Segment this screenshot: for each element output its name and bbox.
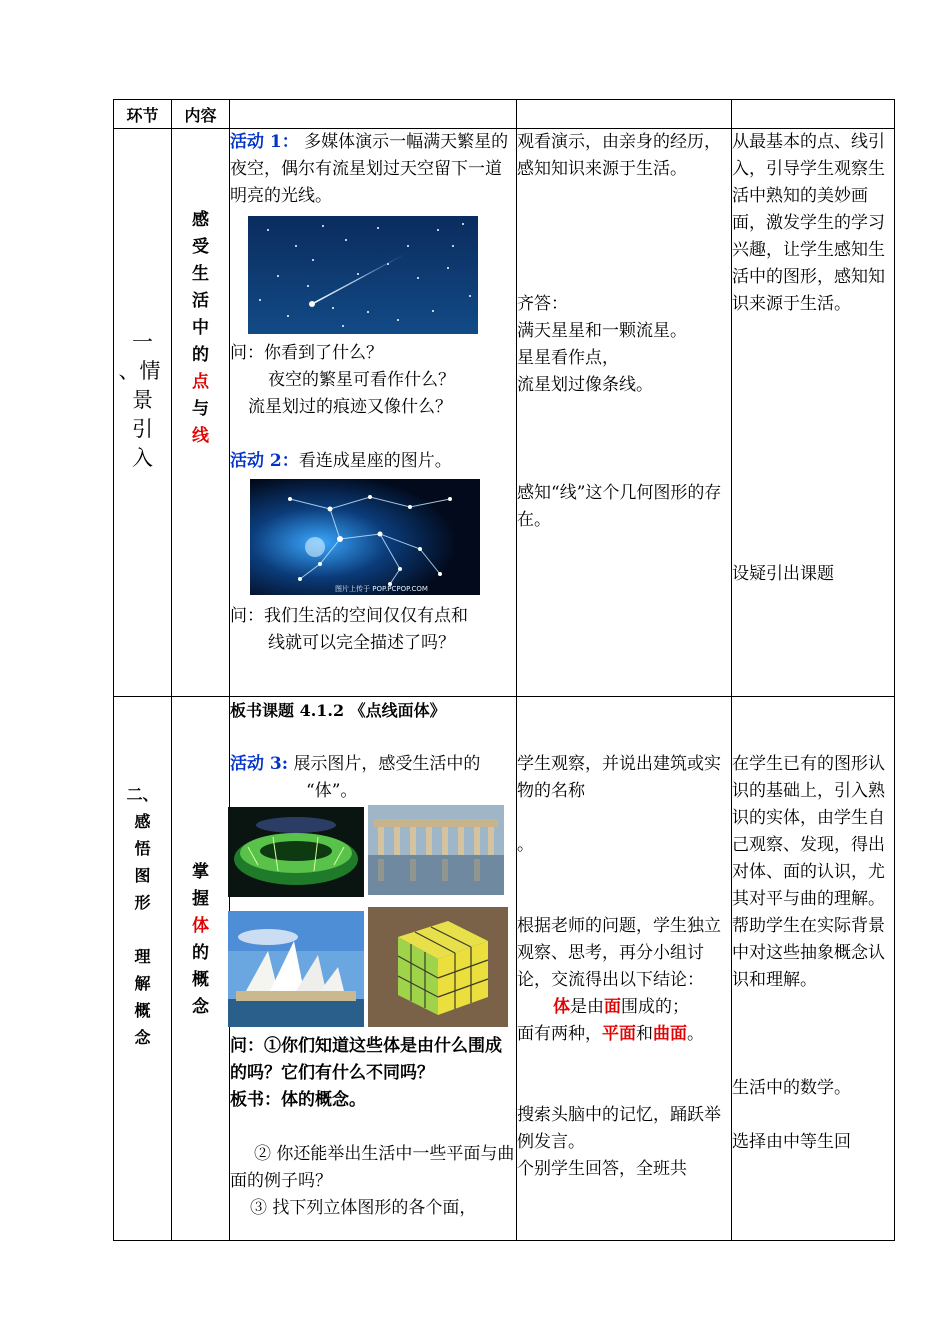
s2-q2: ② 你还能举出生活中一些平面与曲面的例子吗？ <box>230 1144 515 1191</box>
concl-line2a: 面有两种， <box>517 1024 602 1044</box>
s1-char-6: 点 <box>192 372 209 392</box>
s1-char-5: 的 <box>192 345 209 365</box>
header-stage: 环节 <box>114 100 172 129</box>
s2-intent4: 选择由中等生回 <box>732 1132 851 1152</box>
s2-stage-2: 悟 <box>134 839 151 858</box>
s2-stage-0: 二、 <box>126 785 159 804</box>
header-col4 <box>517 100 732 129</box>
activity1 <box>230 129 516 210</box>
concl-he: 和 <box>636 1024 653 1044</box>
activity2 <box>230 448 516 475</box>
section2-row <box>114 697 895 1241</box>
s2-conclusion2 <box>517 1021 731 1048</box>
s2-char-3: 的 <box>192 943 209 963</box>
s1-student4: 星星看作点， <box>517 348 619 368</box>
s2-char-4: 概 <box>192 970 209 990</box>
section1-stage-3: 景 <box>132 388 153 412</box>
s2-q3: ③ 找下列立体图形的各个面， <box>250 1198 477 1218</box>
s1-char-8: 线 <box>192 426 209 446</box>
rubik-cube-image <box>368 907 508 1027</box>
night-sky-meteor-image <box>248 216 478 334</box>
section2-content-cell <box>172 697 230 1241</box>
s2-stage-8: 概 <box>134 1001 151 1020</box>
s2-intent3: 生活中的数学。 <box>732 1078 851 1098</box>
section1-row <box>114 129 895 697</box>
s2-stage-4: 形 <box>134 893 151 912</box>
s1-char-7: 与 <box>192 399 209 419</box>
s1-char-4: 中 <box>192 318 209 338</box>
concl-ti: 体 <box>553 997 570 1017</box>
s2-stage-6: 理 <box>134 947 151 966</box>
s1-char-0: 感 <box>192 210 209 230</box>
concl-qumian: 曲面 <box>653 1024 687 1044</box>
q4b: 线就可以完全描述了吗？ <box>268 633 455 653</box>
s1-char-1: 受 <box>192 237 209 257</box>
s2-intent1: 在学生已有的图形认识的基础上，引入熟识的实体，由学生自己观察、发现，得出对体、面的认识，尤其对平与曲的理解。 <box>732 754 885 909</box>
s2-q1 <box>230 1033 516 1087</box>
s2-student-dot: 。 <box>517 835 534 855</box>
s2-student1: 学生观察，并说出建筑或实物的名称 <box>517 754 721 801</box>
concl-mian: 面 <box>604 997 621 1017</box>
s1-student6: 感知“线”这个几何图形的存在。 <box>517 483 722 530</box>
header-content: 内容 <box>172 100 230 129</box>
section1-stage-4: 引 <box>132 417 153 441</box>
s1-student3: 满天星星和一颗流星。 <box>517 321 687 341</box>
activity3-text2: “体”。 <box>306 781 358 801</box>
section1-student-cell <box>517 129 732 697</box>
section2-teacher-cell <box>230 697 517 1241</box>
s2-stage-5 <box>114 916 171 943</box>
section2-stage-cell <box>114 697 172 1241</box>
section1-stage-2: 、情 <box>118 359 161 383</box>
s1-char-3: 活 <box>192 291 209 311</box>
s2-stage-9: 念 <box>134 1028 151 1047</box>
s1-char-2: 生 <box>192 264 209 284</box>
s1-student5: 流星划过像条线。 <box>517 375 653 395</box>
s2-stage-1: 感 <box>134 812 151 831</box>
s2-char-2: 体 <box>192 916 209 936</box>
s2-stage-7: 解 <box>134 974 151 993</box>
s2-char-5: 念 <box>192 997 209 1017</box>
activity1-text: 多媒体演示一幅满天繁星的夜空，偶尔有流星划过天空留下一道明亮的光线。 <box>230 132 509 206</box>
concl-mid2: 围成的； <box>621 997 689 1017</box>
section1-teacher-cell <box>230 129 517 697</box>
s1-intent1: 从最基本的点、线引入，引导学生观察生活中熟知的美妙画面，激发学生的学习兴趣，让学生感知生活中的图形，感知知识来源于生活。 <box>732 132 885 314</box>
activity3-label: 活动 3: <box>230 754 289 774</box>
concl-pingmian: 平面 <box>602 1024 636 1044</box>
s1-student1: 观看演示，由亲身的经历，感知知识来源于生活。 <box>517 132 721 179</box>
q3: 流星划过的痕迹又像什么？ <box>248 397 452 417</box>
solids-image-grid <box>228 805 516 1029</box>
s2-conclusion1 <box>517 994 731 1021</box>
s2-student3: 搜索头脑中的记忆，踊跃举例发言。 <box>517 1105 721 1152</box>
s2-stage-3: 图 <box>134 866 151 885</box>
activity3 <box>230 751 516 778</box>
colonnade-image <box>368 805 504 895</box>
activity1-label: 活动 1： <box>230 132 299 152</box>
activity3-text: 展示图片，感受生活中的 <box>293 754 481 774</box>
q4: 问：我们生活的空间仅仅有点和 <box>230 606 468 626</box>
section1-stage-cell <box>114 129 172 697</box>
activity2-text: 看连成星座的图片。 <box>298 451 452 471</box>
s2-intent2: 帮助学生在实际背景中对这些抽象概念认识和理解。 <box>732 916 885 990</box>
constellation-image <box>250 479 480 595</box>
section2-intent-cell <box>732 697 895 1241</box>
s1-intent2: 设疑引出课题 <box>732 564 834 584</box>
opera-house-image <box>228 911 364 1027</box>
constellation-caption: 图片上传于 POP.PCPOP.COM <box>335 585 428 593</box>
header-col3 <box>230 100 517 129</box>
board-title: 板书课题 4.1.2 《点线面体》 <box>230 701 446 720</box>
s2-student2: 根据老师的问题，学生独立观察、思考，再分小组讨论，交流得出以下结论： <box>517 916 721 990</box>
concl-mid1: 是由 <box>570 997 604 1017</box>
section2-student-cell <box>517 697 732 1241</box>
s1-student2: 齐答： <box>517 294 568 314</box>
s2-board2: 板书：体的概念。 <box>230 1090 366 1110</box>
stadium-image <box>228 807 364 897</box>
concl-end: 。 <box>687 1024 704 1044</box>
activity2-label: 活动 2： <box>230 451 299 471</box>
section1-stage-1: 一 <box>132 330 153 354</box>
header-col5 <box>732 100 895 129</box>
q2: 夜空的繁星可看作什么？ <box>268 370 455 390</box>
s2-student4: 个别学生回答，全班共 <box>517 1159 687 1179</box>
s2-q1-text: 问：①你们知道这些体是由什么围成的吗？它们有什么不同吗？ <box>230 1036 502 1083</box>
section1-stage-5: 入 <box>132 446 153 470</box>
section1-intent-cell <box>732 129 895 697</box>
header-row <box>114 100 895 129</box>
section1-content-cell <box>172 129 230 697</box>
s2-char-0: 掌 <box>192 862 209 882</box>
q1: 问：你看到了什么？ <box>230 343 383 363</box>
s2-char-1: 握 <box>192 889 209 909</box>
lesson-plan-table <box>113 99 895 1241</box>
